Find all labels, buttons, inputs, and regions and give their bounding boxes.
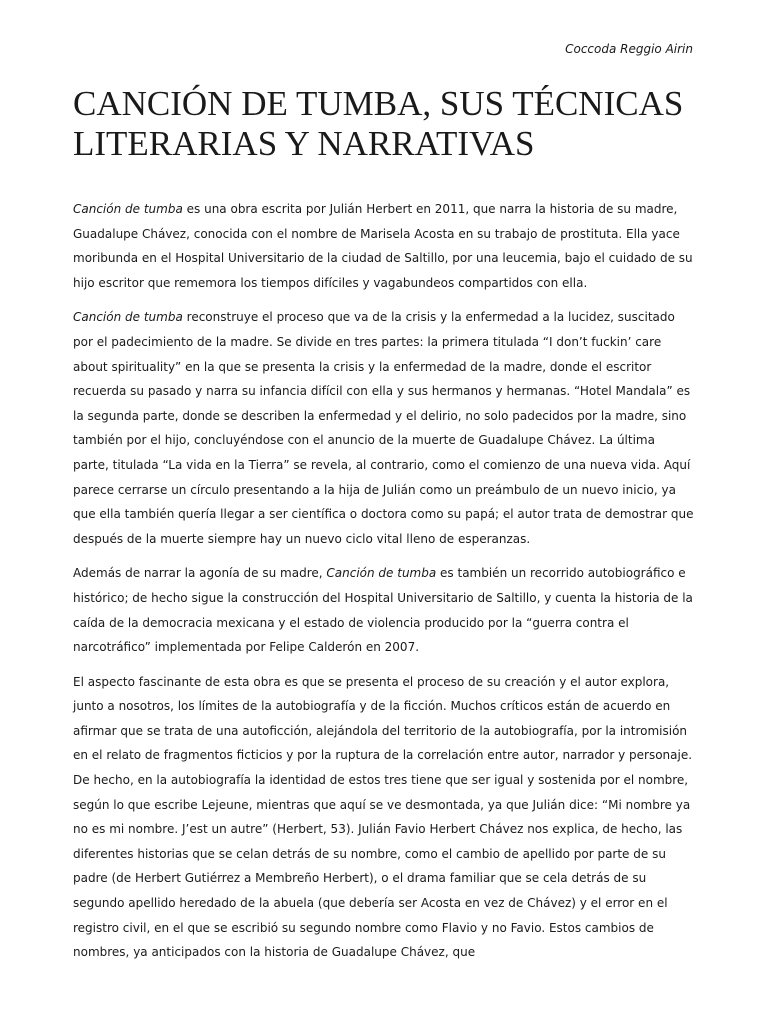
paragraph-1 bbox=[73, 197, 694, 295]
paragraph-text: El aspecto fascinante de esta obra es que se presenta el proceso de su creación y el autor explora, junto a nosotros, los límites de la autobiografía y de la ficción. Muchos críticos están de acuerdo en afirmar que se trata de una autoficción, alejándola del territorio de la autobiografía, por la intromisión en el relato de fragmentos ficticios y por la ruptura de la correlación entre autor, narrador y personaje. De hecho, en la autobiografía la identidad de estos tres tiene que ser igual y sostenida por el nombre, según lo que escribe Lejeune, mientras que aquí se ve desmontada, ya que Julián dice: “Mi nombre ya no es mi nombre. J’est un autre” (Herbert, 53). Julián Favio Herbert Chávez nos explica, de hecho, las diferentes historias que se celan detrás de su nombre, como el cambio de apellido por parte de su padre (de Herbert Gutiérrez a Membreño Herbert), o el drama familiar que se cela detrás de su segundo apellido heredado de la abuela (que debería ser Acosta en vez de Chávez) y el error en el registro civil, en el que se escribió su segundo nombre como Flavio y no Favio. Estos cambios de nombres, ya anticipados con la historia de Guadalupe Chávez, que bbox=[73, 674, 693, 960]
book-title-italic: Canción de tumba bbox=[73, 310, 183, 325]
paragraph-text: es una obra escrita por Julián Herbert en 2011, que narra la historia de su madre, Guadalupe Chávez, conocida con el nombre de Marisela Acosta en su trabajo de prostituta. Ella yace moribunda en el Hospital Universitario de la ciudad de Saltillo, por una leucemia, bajo el cuidado de su hijo escritor que rememora los tiempos difíciles y vagabundeos compartidos con ella. bbox=[73, 202, 693, 290]
document-body bbox=[73, 197, 694, 975]
paragraph-2 bbox=[73, 305, 694, 551]
paragraph-text: es también un recorrido autobiográfico e histórico; de hecho sigue la construcción del Hospital Universitario de Saltillo, y cuenta la historia de la caída de la democracia mexicana y el estado de violencia producido por la “guerra contra el narcotráfico” implementada por Felipe Calderón en 2007. bbox=[73, 566, 693, 655]
title-line-1: CANCIÓN DE TUMBA, SUS TÉCNICAS bbox=[73, 84, 684, 123]
paragraph-3 bbox=[73, 561, 694, 659]
title-line-2: LITERARIAS Y NARRATIVAS bbox=[73, 124, 535, 163]
paragraph-4 bbox=[73, 670, 694, 965]
document-title bbox=[73, 84, 713, 164]
book-title-italic: Canción de tumba bbox=[326, 566, 437, 581]
paragraph-text: reconstruye el proceso que va de la crisis y la enfermedad a la lucidez, suscitado por el padecimiento de la madre. Se divide en tres partes: la primera titulada “I don’t fuckin’ care about spirituality” en la que se presenta la crisis y la enfermedad de la madre, donde el escritor recuerda su pasado y narra su infancia difícil con ella y sus hermanos y hermanas. “Hotel Mandala” es la segunda parte, donde se describen la enfermedad y el delirio, no solo padecidos por la madre, sino también por el hijo, concluyéndose con el anuncio de la muerte de Guadalupe Chávez. La última parte, titulada “La vida en la Tierra” se revela, al contrario, como el comienzo de una nueva vida. Aquí parece cerrarse un círculo presentando a la hija de Julián como un preámbulo de un nuevo inicio, ya que ella también quería llegar a ser científica o doctora como su papá; el autor trata de demostrar que después de la muerte siempre hay un nuevo ciclo vital lleno de esperanzas. bbox=[73, 310, 694, 546]
paragraph-text: Además de narrar la agonía de su madre, bbox=[73, 566, 327, 581]
book-title-italic: Canción de tumba bbox=[73, 202, 183, 216]
author-name: Coccoda Reggio Airin bbox=[565, 42, 693, 56]
